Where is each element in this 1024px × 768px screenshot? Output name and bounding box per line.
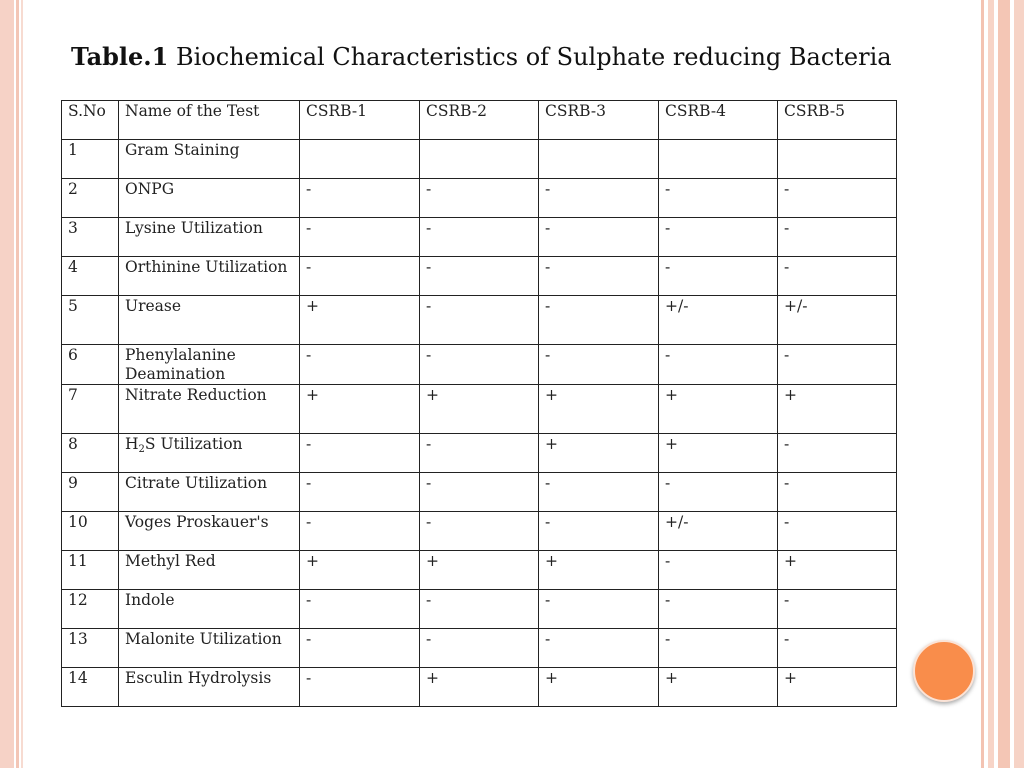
result-cell: - (778, 434, 897, 473)
test-name-cell: Methyl Red (119, 551, 300, 590)
table-row (62, 345, 897, 385)
result-cell: - (300, 512, 420, 551)
table-row (62, 473, 897, 512)
result-cell: - (420, 218, 539, 257)
result-cell: + (778, 551, 897, 590)
header-cell: S.No (62, 101, 119, 140)
result-cell (659, 140, 778, 179)
header-cell: CSRB-3 (539, 101, 659, 140)
result-cell: - (539, 590, 659, 629)
result-cell: - (300, 257, 420, 296)
result-cell: + (420, 668, 539, 707)
serial-cell: 1 (62, 140, 119, 179)
result-cell: - (659, 590, 778, 629)
result-cell: - (659, 551, 778, 590)
table-row (62, 551, 897, 590)
left-decorative-stripes (0, 0, 30, 768)
test-name-cell: Malonite Utilization (119, 629, 300, 668)
result-cell: - (300, 434, 420, 473)
result-cell: - (300, 590, 420, 629)
test-name-cell: Voges Proskauer's (119, 512, 300, 551)
result-cell: +/- (659, 512, 778, 551)
table-row (62, 434, 897, 473)
result-cell: - (659, 629, 778, 668)
test-name-cell: Citrate Utilization (119, 473, 300, 512)
header-cell: Name of the Test (119, 101, 300, 140)
result-cell: - (420, 434, 539, 473)
right-stripe (981, 0, 984, 768)
result-cell: +/- (659, 296, 778, 345)
result-cell: - (778, 179, 897, 218)
result-cell: - (300, 345, 420, 385)
serial-cell: 5 (62, 296, 119, 345)
header-cell: CSRB-5 (778, 101, 897, 140)
result-cell: - (659, 218, 778, 257)
right-stripe (998, 0, 1010, 768)
result-cell: + (539, 434, 659, 473)
serial-cell: 11 (62, 551, 119, 590)
test-name-cell: Nitrate Reduction (119, 385, 300, 434)
test-name-cell: $H_2S$ Utilization (119, 434, 300, 473)
result-cell: - (539, 257, 659, 296)
test-name-cell: Gram Staining (119, 140, 300, 179)
result-cell: - (539, 512, 659, 551)
test-name-cell: Orthinine Utilization (119, 257, 300, 296)
result-cell: - (778, 257, 897, 296)
serial-cell: 2 (62, 179, 119, 218)
result-cell: - (300, 218, 420, 257)
result-cell: + (539, 385, 659, 434)
table-row (62, 179, 897, 218)
result-cell: + (659, 668, 778, 707)
result-cell: - (300, 629, 420, 668)
table-caption: Biochemical Characteristics of Sulphate reducing Bacteria (168, 43, 892, 71)
table-row (62, 296, 897, 345)
test-name-cell: Phenylalanine Deamination (119, 345, 300, 385)
result-cell: + (659, 385, 778, 434)
header-cell: CSRB-4 (659, 101, 778, 140)
table-label: Table.1 (71, 42, 169, 71)
serial-cell: 7 (62, 385, 119, 434)
result-cell: - (539, 218, 659, 257)
serial-cell: 13 (62, 629, 119, 668)
right-stripe (1014, 0, 1024, 768)
serial-cell: 4 (62, 257, 119, 296)
result-cell (420, 140, 539, 179)
left-stripe (16, 0, 19, 768)
biochemical-table (61, 100, 897, 707)
serial-cell: 12 (62, 590, 119, 629)
result-cell: - (659, 345, 778, 385)
result-cell: + (300, 296, 420, 345)
result-cell: - (539, 179, 659, 218)
result-cell (300, 140, 420, 179)
result-cell: - (300, 473, 420, 512)
result-cell (778, 140, 897, 179)
result-cell: - (420, 345, 539, 385)
table-row (62, 629, 897, 668)
result-cell: - (778, 590, 897, 629)
serial-cell: 9 (62, 473, 119, 512)
result-cell: - (420, 473, 539, 512)
serial-cell: 14 (62, 668, 119, 707)
table-row (62, 385, 897, 434)
table-row (62, 590, 897, 629)
test-name-cell: Lysine Utilization (119, 218, 300, 257)
table-row (62, 140, 897, 179)
result-cell: + (539, 668, 659, 707)
result-cell: - (420, 296, 539, 345)
result-cell: - (300, 179, 420, 218)
header-cell: CSRB-2 (420, 101, 539, 140)
result-cell: - (420, 590, 539, 629)
serial-cell: 8 (62, 434, 119, 473)
result-cell: + (420, 551, 539, 590)
table-header-row (62, 101, 897, 140)
table-row (62, 257, 897, 296)
result-cell: +/- (778, 296, 897, 345)
result-cell: - (778, 345, 897, 385)
result-cell: - (420, 257, 539, 296)
right-decorative-stripes (978, 0, 1024, 768)
test-name-cell: ONPG (119, 179, 300, 218)
result-cell: + (778, 385, 897, 434)
test-name-cell: Indole (119, 590, 300, 629)
result-cell: - (778, 218, 897, 257)
serial-cell: 10 (62, 512, 119, 551)
result-cell: + (778, 668, 897, 707)
result-cell: - (420, 512, 539, 551)
result-cell: - (539, 345, 659, 385)
serial-cell: 3 (62, 218, 119, 257)
orange-circle-decoration (913, 640, 975, 702)
result-cell: - (539, 473, 659, 512)
result-cell: - (420, 629, 539, 668)
left-stripe (21, 0, 23, 768)
test-name-cell: Esculin Hydrolysis (119, 668, 300, 707)
table-row (62, 668, 897, 707)
result-cell: + (300, 385, 420, 434)
slide-title (71, 42, 892, 71)
result-cell: - (778, 629, 897, 668)
result-cell: - (300, 668, 420, 707)
left-stripe (0, 0, 14, 768)
result-cell: - (778, 512, 897, 551)
table-row (62, 218, 897, 257)
result-cell: - (659, 473, 778, 512)
serial-cell: 6 (62, 345, 119, 385)
result-cell (539, 140, 659, 179)
result-cell: - (420, 179, 539, 218)
header-cell: CSRB-1 (300, 101, 420, 140)
right-stripe (988, 0, 994, 768)
result-cell: - (778, 473, 897, 512)
result-cell: + (420, 385, 539, 434)
result-cell: + (659, 434, 778, 473)
test-name-cell: Urease (119, 296, 300, 345)
result-cell: - (659, 257, 778, 296)
result-cell: + (300, 551, 420, 590)
result-cell: - (539, 296, 659, 345)
result-cell: - (539, 629, 659, 668)
result-cell: - (659, 179, 778, 218)
result-cell: + (539, 551, 659, 590)
table-row (62, 512, 897, 551)
